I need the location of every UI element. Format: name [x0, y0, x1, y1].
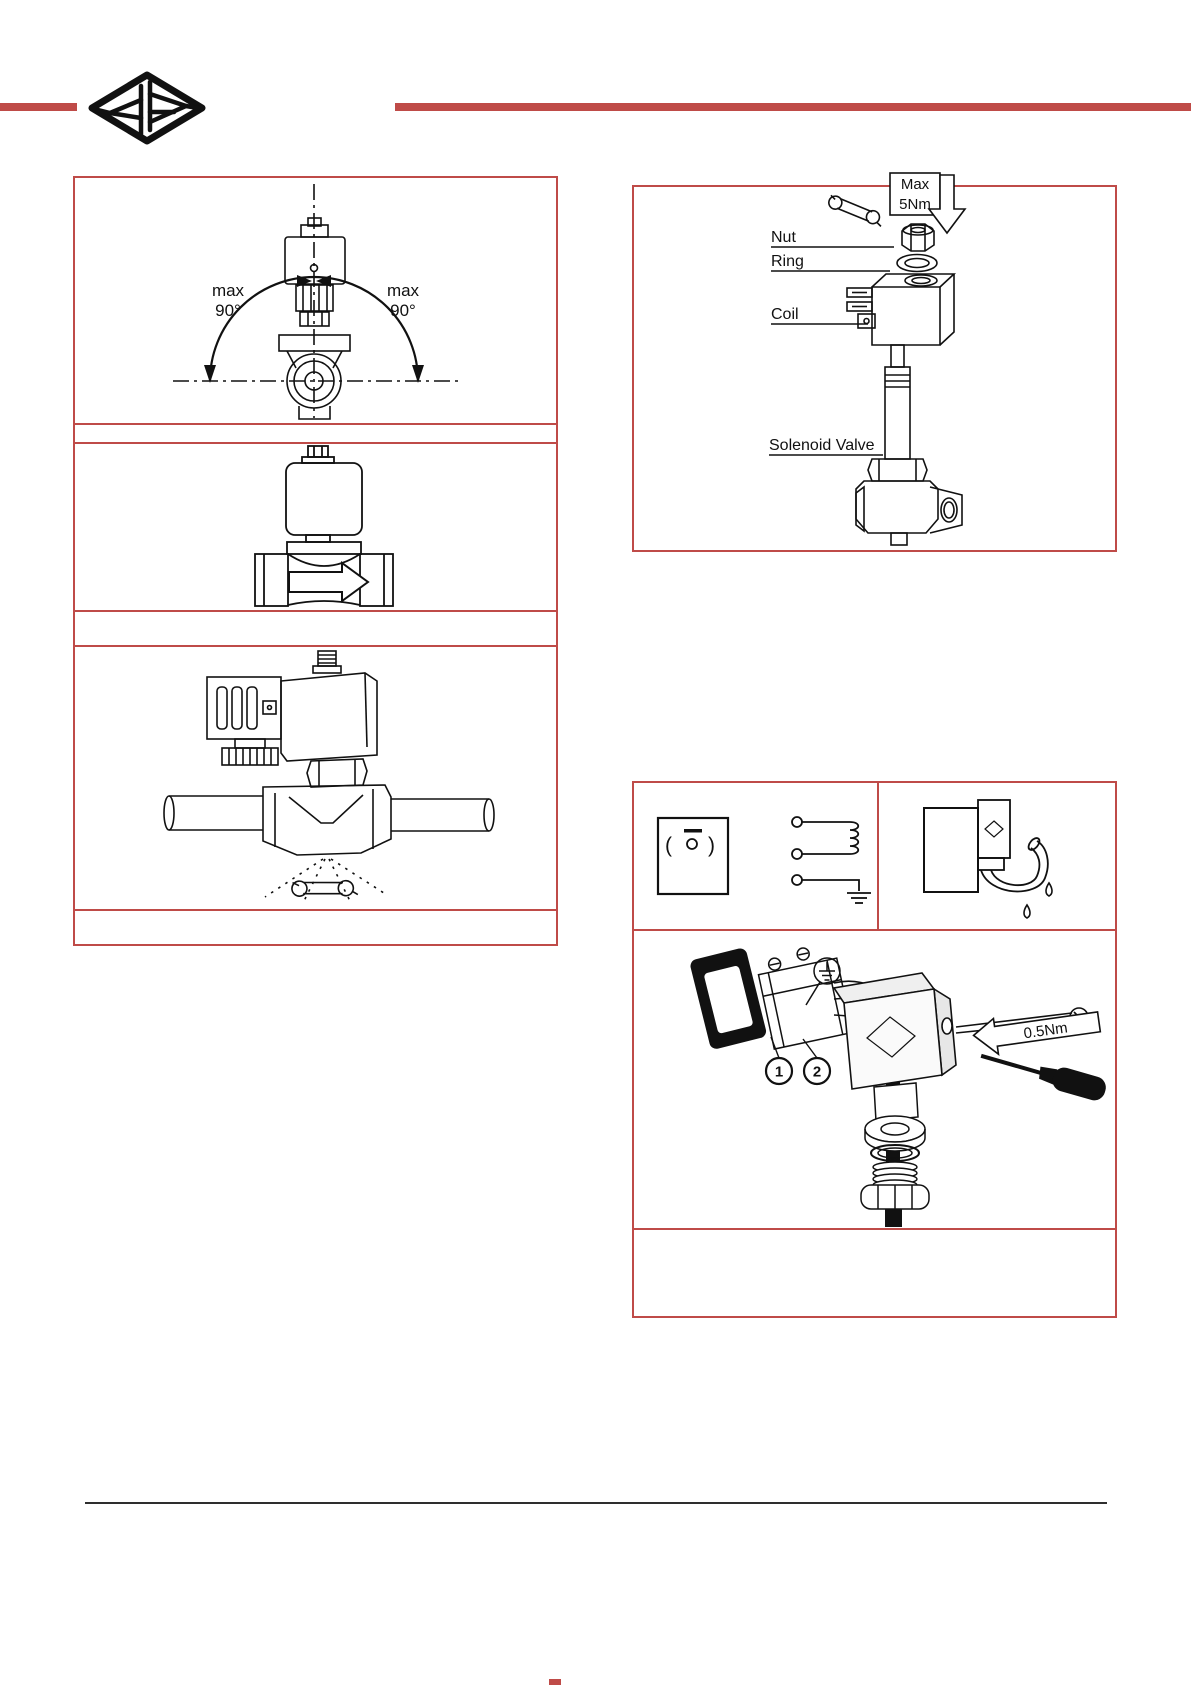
terminal-1-number: 1 [774, 1063, 784, 1081]
caption-row [73, 423, 558, 444]
max-rotation-right-label-line1: max [386, 281, 420, 300]
brand-diamond-mark [985, 821, 1003, 837]
flow-direction-arrow-icon [289, 563, 368, 601]
wiring-drawing [634, 931, 1115, 1228]
electrical-cell-right [879, 783, 1115, 929]
figure-leak-check [73, 645, 558, 911]
spray-lines [265, 859, 387, 903]
connector-face-paren-open: ( [665, 834, 672, 857]
connector-face-paren-close: ) [708, 834, 715, 857]
gasket-part [689, 947, 768, 1050]
water-drop-icons [1024, 883, 1052, 918]
page-edge-red-mark [549, 1679, 561, 1685]
coil-label: Coil [771, 306, 799, 323]
coil-body-part [834, 973, 956, 1089]
torque-tag-line2: 5Nm [899, 196, 931, 213]
footer-rule [85, 1502, 1107, 1504]
max-rotation-right-label-line2: 90° [390, 301, 416, 320]
caption-row [632, 1228, 1117, 1318]
brand-diamond-logo [86, 72, 208, 144]
gland-stack [861, 1083, 929, 1209]
max-rotation-left-label-line2: 90° [215, 301, 241, 320]
figure-mounting-orientation [73, 176, 558, 425]
header-rule-right [395, 103, 1191, 111]
screw-torque-label: 0.5Nm [1022, 1019, 1069, 1043]
connector-face-bar [684, 829, 702, 833]
figure-wiring [632, 929, 1117, 1230]
wrench-icon [291, 873, 358, 903]
electrical-cell-left [634, 783, 879, 929]
valve-leak-check-drawing [75, 647, 556, 909]
figure-electrical-symbols [632, 781, 1117, 931]
caption-row [73, 909, 558, 946]
installation-figures-table [73, 176, 558, 946]
caption-row [73, 610, 558, 647]
solenoid-valve-label: Solenoid Valve [769, 437, 875, 454]
coil-cable-drip-drawing [879, 783, 1115, 929]
valve-rotation-drawing [75, 178, 556, 423]
valve-flow-drawing [75, 444, 556, 610]
terminal-2-number: 2 [812, 1063, 822, 1081]
max-rotation-left-label-line1: max [211, 281, 245, 300]
cable-part [885, 1209, 902, 1227]
torque-tag-line1: Max [900, 176, 930, 193]
figure-flow-direction [73, 442, 558, 612]
coil-schematic-symbol [792, 817, 859, 891]
ground-symbol-icon [847, 893, 871, 903]
nut-label: Nut [771, 229, 796, 246]
ring-label: Ring [771, 253, 804, 270]
figure-exploded-view [632, 176, 1117, 552]
torque-arrow-tag [972, 1004, 1102, 1057]
connector-face-and-coil-schematic [634, 783, 877, 929]
header-rule-left [0, 103, 77, 111]
wrench-icon [826, 195, 885, 227]
coil-part [872, 287, 940, 345]
exploded-view-drawing [634, 176, 1115, 550]
ring-part [897, 255, 937, 272]
